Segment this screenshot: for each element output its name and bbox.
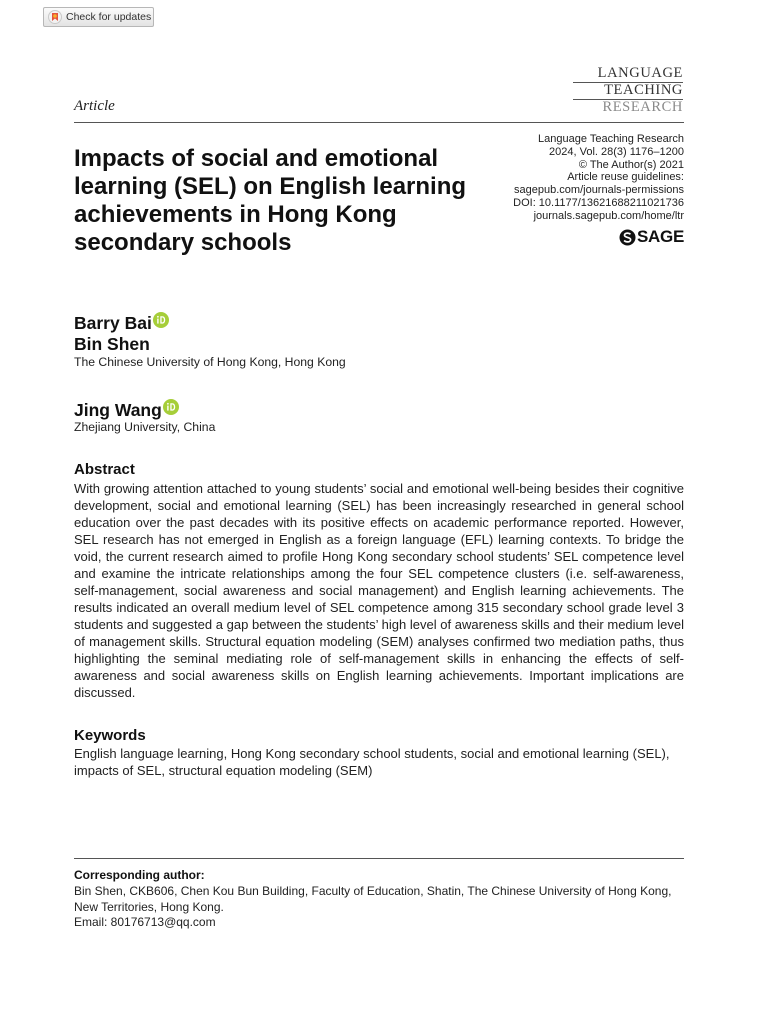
article-title: Impacts of social and emotional learning (SEL) on English learning achievements in Hong Kong secondary schools <box>74 145 467 256</box>
volume-pages: 2024, Vol. 28(3) 1176–1200 <box>549 145 684 158</box>
journal-name: Language Teaching Research <box>538 133 684 145</box>
journal-logo-line-1: LANGUAGE <box>573 66 683 83</box>
corresponding-author-details <box>74 884 684 931</box>
journal-logo-line-2: TEACHING <box>573 83 683 100</box>
affiliation-1: The Chinese University of Hong Kong, Hong Kong <box>74 355 346 369</box>
footnote-divider <box>74 858 684 859</box>
keywords-heading: Keywords <box>74 727 146 744</box>
journal-homepage-link[interactable]: journals.sagepub.com/home/ltr <box>533 209 684 222</box>
orcid-icon[interactable] <box>153 312 169 328</box>
corresponding-author-heading: Corresponding author: <box>74 868 205 882</box>
permissions-link[interactable]: sagepub.com/journals-permissions <box>514 184 684 197</box>
abstract-heading: Abstract <box>74 461 135 478</box>
author-1 <box>74 312 169 334</box>
publisher-name: SAGE <box>637 227 684 246</box>
copyright: © The Author(s) 2021 <box>578 158 684 171</box>
author-name: Barry Bai <box>74 313 152 333</box>
abstract-text: With growing attention attached to young students’ social and emotional well-being besides their cognitive development, social and emotional learning (SEL) has been increasingly researched in general school education over the past decades with its positive effects on academic performance reported. However, SEL research has not emerged in English as a foreign language (EFL) learning contexts. To bridge the void, the current research aimed to profile Hong Kong secondary school students’ SEL competence level and examine the intricate relationships among the four SEL competence clusters (i.e. self-awareness, self-management, social awareness and social management) and English learning achievements. The results indicated an overall medium level of SEL competence among 315 secondary school grade level 3 students and suggested a gap between the students’ high level of awareness skills and their medium level of management skills. Structural equation modeling (SEM) analyses confirmed two mediation paths, thus highlighting the seminal mediating role of self-management skills in enhancing the effects of self-awareness and social awareness skills on English learning achievements. Important implications are discussed. <box>74 481 684 700</box>
journal-logo-line-3: RESEARCH <box>602 99 683 115</box>
author-name: Bin Shen <box>74 334 150 354</box>
orcid-icon[interactable] <box>163 399 179 415</box>
author-2 <box>74 334 150 355</box>
author-3 <box>74 399 179 421</box>
author-name: Jing Wang <box>74 400 162 420</box>
publisher-logo <box>619 227 684 247</box>
corresponding-author-address: Bin Shen, CKB606, Chen Kou Bun Building, Faculty of Education, Shatin, The Chinese University of Hong Kong, New Territories, Hong Kong. <box>74 884 672 914</box>
article-type-label: Article <box>74 98 115 114</box>
check-for-updates-label: Check for updates <box>66 11 152 23</box>
check-for-updates-icon <box>48 10 62 24</box>
journal-logo <box>573 66 683 115</box>
check-for-updates-button[interactable] <box>43 7 154 27</box>
publication-meta <box>444 133 684 223</box>
sage-mark-icon <box>619 229 636 246</box>
doi-link[interactable]: DOI: 10.1177/13621688211021736 <box>513 196 684 209</box>
reuse-guidelines-label: Article reuse guidelines: <box>567 171 684 184</box>
corresponding-author-email[interactable]: Email: 80176713@qq.com <box>74 915 216 929</box>
keywords-text: English language learning, Hong Kong secondary school students, social and emotional learning (SEL), impacts of SEL, structural equation modeling (SEM) <box>74 746 670 778</box>
header-divider <box>74 122 684 123</box>
affiliation-2: Zhejiang University, China <box>74 420 216 434</box>
